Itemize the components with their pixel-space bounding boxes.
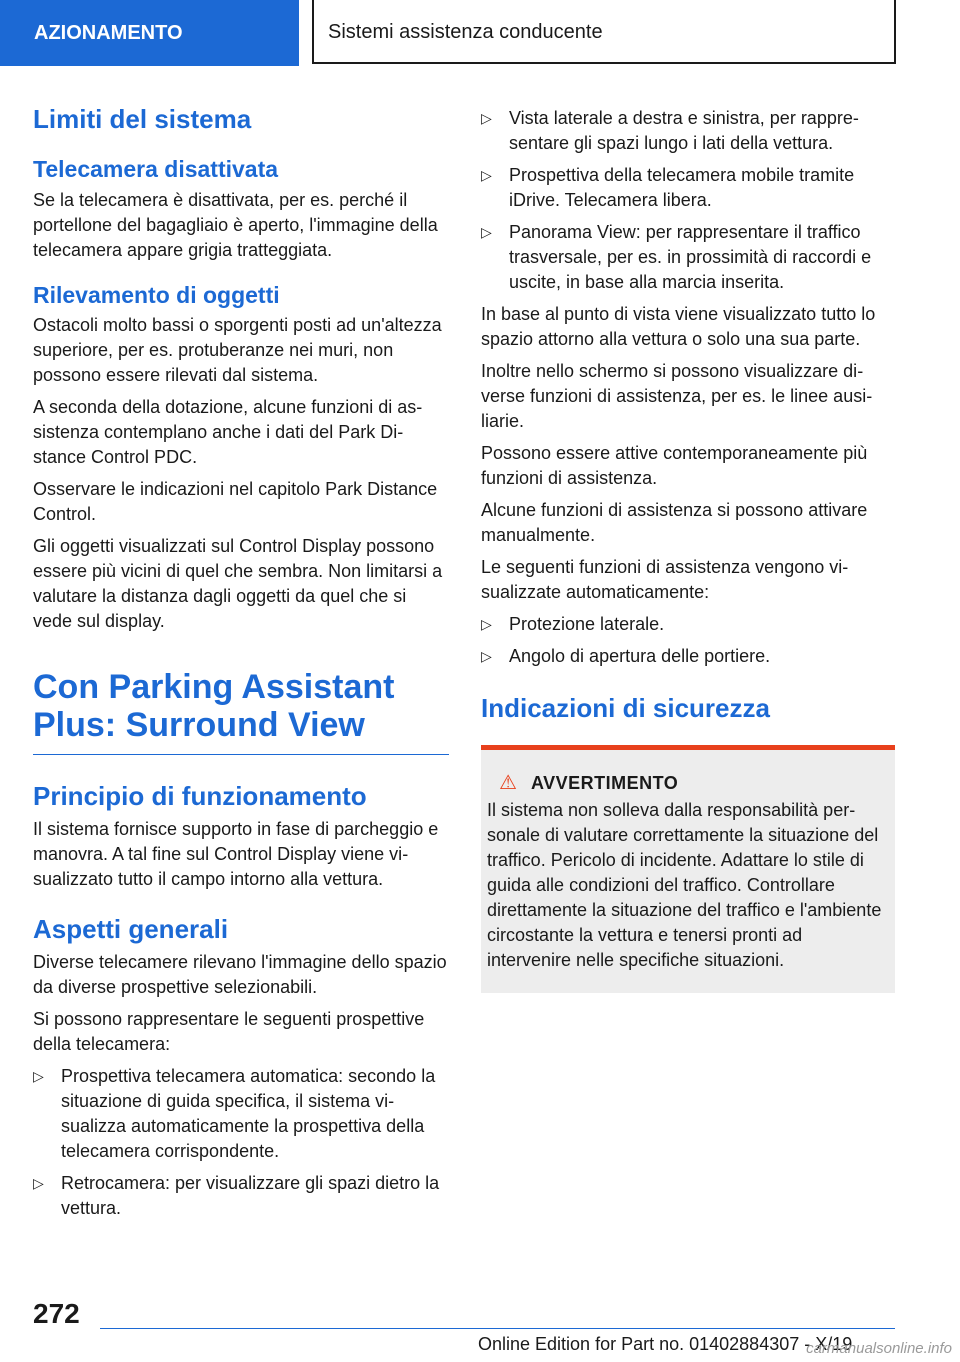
- list-item: ▷ Protezione laterale.: [481, 612, 895, 637]
- triangle-bullet-icon: ▷: [481, 167, 492, 183]
- warning-title: AVVERTIMENTO: [530, 772, 679, 793]
- list-item: ▷ Prospettiva telecamera automatica: secondo la situazione di guida specifica, il sistema visualizza automaticamente la prospettiva della telecamera corrispondente.: [33, 1066, 436, 1161]
- paragraph-detection-1: Ostacoli molto bassi o sporgenti posti ad un'altezza superiore, per es. protuberanze nei muri, non possono essere rilevati dal sistema.: [33, 315, 442, 385]
- warning-triangle-icon: ⚠: [499, 772, 517, 794]
- list-item: ▷ Angolo di apertura delle portiere.: [481, 644, 895, 669]
- list-item: ▷ Retrocamera: per visualizzare gli spazi dietro la vettura.: [33, 1173, 440, 1218]
- footer-divider: [100, 1328, 895, 1329]
- warning-text: Il sistema non solleva dalla responsabilità personale di valutare correttamente la situazione del traffico. Pericolo di incidente. Adattare lo stile di guida alle condizioni del traffico. Controllare direttamente la situazione del traffico e l'ambiente circostante la vettura e tenersi pronti ad intervenire nelle specifiche situazioni.: [487, 800, 882, 970]
- warning-box: [481, 745, 895, 993]
- chapter-title: Sistemi assistenza conducente: [312, 0, 896, 64]
- perspectives-list-continued: [481, 106, 895, 295]
- triangle-bullet-icon: ▷: [481, 224, 492, 240]
- list-item: ▷ Vista laterale a destra e sinistra, per rappresentare gli spazi lungo i lati della vettura.: [481, 108, 859, 153]
- right-column: [481, 106, 895, 993]
- paragraph-general-1: Diverse telecamere rilevano l'immagine dello spazio da diverse prospettive selezionabili.: [33, 952, 447, 997]
- left-column: [33, 96, 449, 1228]
- heading-safety: Indicazioni di sicurezza: [481, 693, 770, 723]
- heading-principle: Principio di funzionamento: [33, 781, 367, 811]
- watermark: carmanualsonline.info: [806, 1340, 952, 1357]
- page-header: [0, 0, 960, 66]
- paragraph-general-2: Si possono rappresentare le seguenti prospettive della telecamera:: [33, 1009, 425, 1054]
- paragraph-detection-2: A seconda della dotazione, alcune funzioni di assistenza contemplano anche i dati del Park Distance Control PDC.: [33, 397, 423, 467]
- paragraph-right-1: In base al punto di vista viene visualizzato tutto lo spazio attorno alla vettura o solo una sua parte.: [481, 304, 876, 349]
- heading-limits: Limiti del sistema: [33, 104, 252, 134]
- triangle-bullet-icon: ▷: [481, 110, 492, 126]
- heading-camera-off: Telecamera disattivata: [33, 156, 279, 182]
- camera-perspectives-list: [33, 1064, 449, 1221]
- section-tab: AZIONAMENTO: [0, 0, 299, 66]
- list-item: ▷ Prospettiva della telecamera mobile tramite iDrive. Telecamera libera.: [481, 165, 855, 210]
- edition-info: Online Edition for Part no. 01402884307 - X/19: [478, 1334, 853, 1354]
- page-number: 272: [33, 1298, 80, 1329]
- list-item: ▷ Panorama View: per rappresentare il traffico trasversale, per es. in prossimità di raccordi e uscite, in base alla marcia inserita.: [481, 222, 872, 292]
- heading-surround-view-line2: Plus: Surround View: [33, 706, 365, 744]
- paragraph-right-5: Le seguenti funzioni di assistenza vengono visualizzate automaticamente:: [481, 557, 849, 602]
- heading-general: Aspetti generali: [33, 914, 229, 944]
- paragraph-right-3: Possono essere attive contemporaneamente più funzioni di assistenza.: [481, 443, 868, 488]
- heading-surround-view: [33, 668, 449, 755]
- heading-detection: Rilevamento di oggetti: [33, 282, 280, 308]
- paragraph-right-2: Inoltre nello schermo si possono visualizzare diverse funzioni di assistenza, per es. le linee ausiliarie.: [481, 361, 873, 431]
- heading-surround-view-line1: Con Parking Assistant: [33, 668, 395, 706]
- triangle-bullet-icon: ▷: [33, 1068, 44, 1084]
- paragraph-principle: Il sistema fornisce supporto in fase di parcheggio e manovra. A tal fine sul Control Display viene visualizzato tutto il campo intorno alla vettura.: [33, 819, 439, 889]
- paragraph-camera-off: Se la telecamera è disattivata, per es. perché il portellone del bagagliaio è aperto, l'immagine della telecamera appare grigia tratteggiata.: [33, 190, 438, 260]
- triangle-bullet-icon: ▷: [481, 616, 492, 632]
- triangle-bullet-icon: ▷: [481, 648, 492, 664]
- paragraph-detection-4: Gli oggetti visualizzati sul Control Display possono essere più vicini di quel che sembra. Non limitarsi a valutare la distanza dagli oggetti da quel che si vede sul display.: [33, 536, 443, 631]
- automatic-functions-list: [481, 612, 895, 669]
- paragraph-detection-3: Osservare le indicazioni nel capitolo Park Distance Control.: [33, 479, 438, 524]
- paragraph-right-4: Alcune funzioni di assistenza si possono attivare manualmente.: [481, 500, 868, 545]
- warning-header: [499, 772, 887, 794]
- triangle-bullet-icon: ▷: [33, 1175, 44, 1191]
